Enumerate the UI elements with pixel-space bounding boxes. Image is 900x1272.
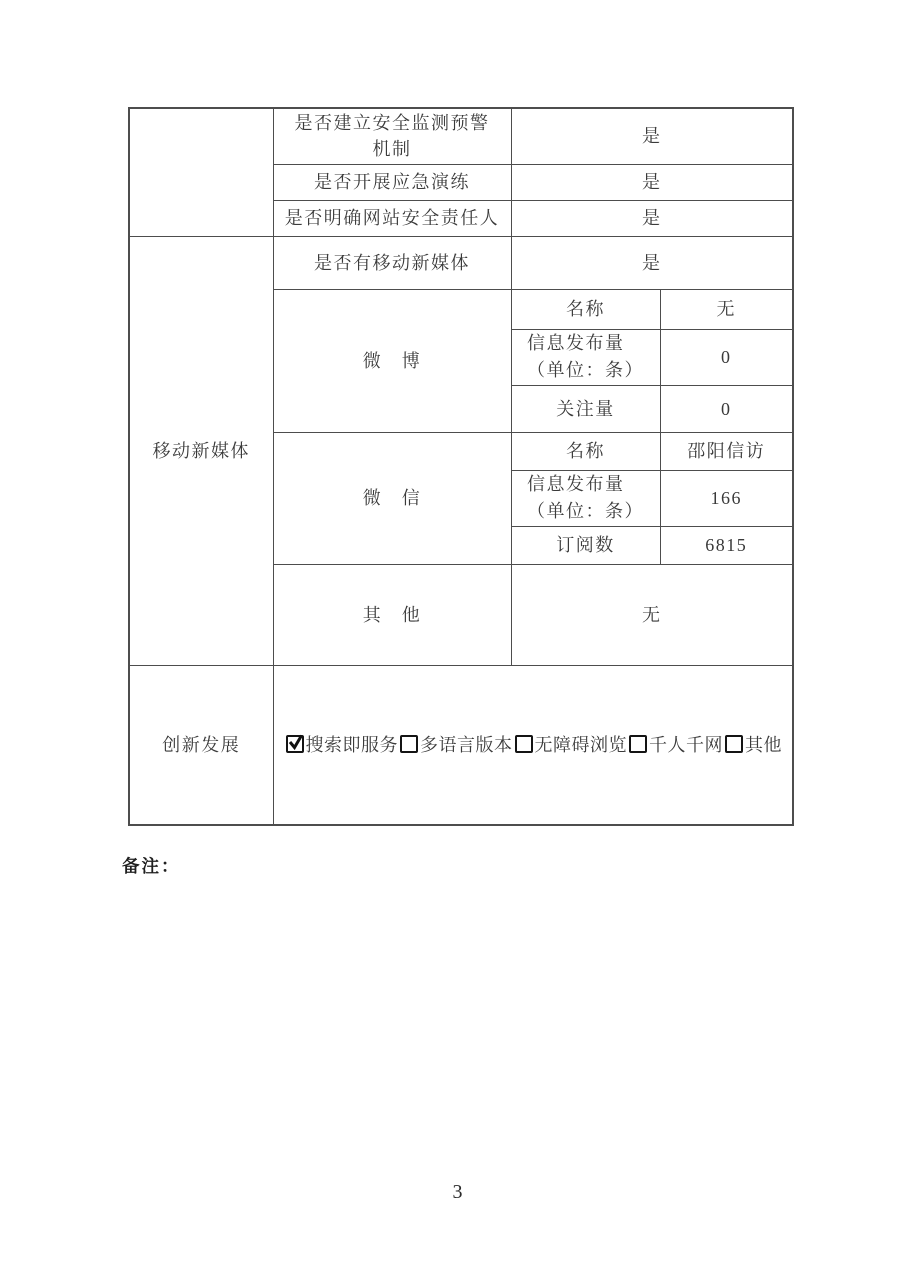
weibo-posts-label-line1: 信息发布量 — [527, 333, 625, 353]
innovation-options-cell — [273, 665, 793, 825]
weibo-posts-value: 0 — [660, 329, 793, 385]
wechat-posts-value: 166 — [660, 470, 793, 526]
checkbox-other-icon — [725, 735, 743, 753]
weibo-cell: 微 博 — [273, 289, 511, 432]
weibo-name-value: 无 — [660, 289, 793, 329]
innovation-option-label: 其他 — [745, 734, 782, 755]
innovation-option-accessibility — [513, 735, 628, 755]
has-mobile-media-value: 是 — [511, 236, 793, 289]
security-row-value: 是 — [511, 200, 793, 236]
innovation-option-search-service — [284, 735, 399, 755]
wechat-posts-label-line1: 信息发布量 — [527, 474, 625, 494]
innovation-option-qianren-qianwang — [627, 735, 723, 755]
annual-report-table — [128, 107, 794, 826]
wechat-cell: 微 信 — [273, 432, 511, 564]
security-label-line1: 是否建立安全监测预警 — [294, 113, 490, 134]
checkbox-multilingual-icon — [400, 735, 418, 753]
security-row-value: 是 — [511, 164, 793, 200]
innovation-options-line — [284, 735, 783, 755]
category-cell-empty — [129, 108, 273, 236]
category-cell-innovation: 创新发展 — [129, 665, 273, 825]
page-number: 3 — [452, 1181, 463, 1203]
wechat-name-label: 名称 — [511, 432, 660, 470]
checkbox-accessibility-icon — [515, 735, 533, 753]
innovation-option-multilingual — [398, 735, 513, 755]
security-row-value: 是 — [511, 108, 793, 164]
weibo-posts-label — [511, 329, 660, 385]
category-cell-mobile-media: 移动新媒体 — [129, 236, 273, 665]
other-media-value: 无 — [511, 564, 793, 665]
checkbox-search-service-icon — [286, 735, 304, 753]
has-mobile-media-label: 是否有移动新媒体 — [273, 236, 511, 289]
wechat-subscribers-label: 订阅数 — [511, 526, 660, 564]
wechat-posts-label-line2: （单位：条） — [527, 501, 644, 521]
innovation-option-label: 无障碍浏览 — [534, 734, 627, 755]
weibo-followers-value: 0 — [660, 385, 793, 432]
innovation-option-label: 搜索即服务 — [305, 734, 398, 755]
other-media-label: 其 他 — [273, 564, 511, 665]
weibo-name-label: 名称 — [511, 289, 660, 329]
security-row-label: 是否开展应急演练 — [273, 164, 511, 200]
weibo-followers-label: 关注量 — [511, 385, 660, 432]
wechat-name-value: 邵阳信访 — [660, 432, 793, 470]
innovation-option-other — [723, 735, 782, 755]
checkbox-qianren-qianwang-icon — [629, 735, 647, 753]
security-label-line2: 机制 — [372, 139, 412, 160]
wechat-posts-label — [511, 470, 660, 526]
innovation-option-label: 多语言版本 — [420, 734, 513, 755]
notes-label: 备注： — [122, 856, 181, 876]
security-row-label: 是否明确网站安全责任人 — [273, 200, 511, 236]
security-row-label — [273, 108, 511, 164]
innovation-option-label: 千人千网 — [649, 734, 723, 755]
wechat-subscribers-value: 6815 — [660, 526, 793, 564]
weibo-posts-label-line2: （单位：条） — [527, 360, 644, 380]
